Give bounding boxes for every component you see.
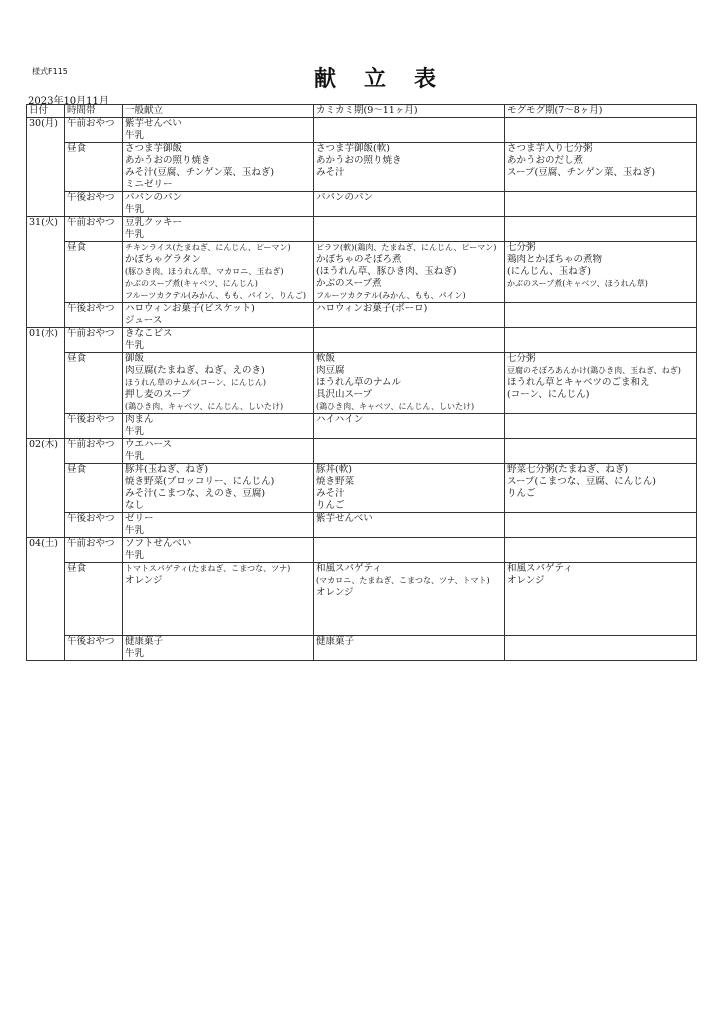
general-menu-cell	[123, 143, 314, 192]
menu-item: かぼちゃグラタン	[125, 254, 201, 265]
general-menu-cell	[123, 303, 314, 328]
time-slot-cell: 午後おやつ	[65, 303, 123, 328]
mogumogu-menu-cell	[505, 513, 697, 538]
menu-item: ほうれん草のナムル	[316, 377, 402, 388]
menu-item: きなこビス	[125, 328, 173, 339]
general-menu-cell	[123, 118, 314, 143]
date-cell: 04(土)	[27, 538, 65, 661]
mogumogu-menu-cell	[505, 143, 697, 192]
menu-row	[27, 242, 697, 303]
menu-item: 牛乳	[125, 229, 145, 240]
mogumogu-menu-cell	[505, 636, 697, 661]
general-menu-cell	[123, 353, 314, 414]
mogumogu-menu-cell	[505, 242, 697, 303]
menu-row	[27, 217, 697, 242]
menu-item: ハロウィンお菓子(ボーロ)	[316, 303, 428, 314]
kamikami-menu-cell	[314, 414, 505, 439]
general-menu-cell	[123, 513, 314, 538]
menu-row	[27, 328, 697, 353]
mogumogu-menu-cell	[505, 439, 697, 464]
menu-item: さつま芋入り七分粥	[507, 143, 593, 154]
menu-item: 健康菓子	[125, 636, 164, 647]
menu-item: チキンライス(たまねぎ、にんじん、ピーマン)	[125, 243, 291, 252]
menu-item: ウエハース	[125, 439, 173, 450]
menu-item: 牛乳	[125, 525, 145, 536]
menu-row	[27, 118, 697, 143]
menu-item: 具沢山スープ	[316, 389, 373, 400]
menu-item: ハロウィンお菓子(ビスケット)	[125, 303, 255, 314]
col-header-general: 一般献立	[123, 105, 314, 118]
menu-item: スープ(豆腐、チンゲン菜、玉ねぎ)	[507, 167, 656, 178]
mogumogu-menu-cell	[505, 217, 697, 242]
menu-item: りんご	[316, 500, 345, 511]
general-menu-cell	[123, 242, 314, 303]
kamikami-menu-cell	[314, 353, 505, 414]
menu-item: ソフトせんべい	[125, 538, 192, 549]
menu-row	[27, 414, 697, 439]
menu-item: ピラフ(軟)(鶏肉、たまねぎ、にんじん、ピーマン)	[316, 243, 497, 252]
menu-row	[27, 192, 697, 217]
menu-item: 豚丼(軟)	[316, 464, 352, 475]
menu-item: (コーン、にんじん)	[507, 389, 590, 400]
menu-item: なし	[125, 500, 145, 511]
menu-item: オレンジ	[316, 587, 354, 598]
menu-item: トマトスパゲティ(たまねぎ、こまつな、ツナ)	[125, 564, 291, 573]
period-label: 2023年10月11月	[28, 96, 109, 107]
general-menu-cell	[123, 538, 314, 563]
menu-item: 七分粥	[507, 353, 536, 364]
menu-item: (ほうれん草、豚ひき肉、玉ねぎ)	[316, 266, 457, 277]
menu-item: 健康菓子	[316, 636, 355, 647]
kamikami-menu-cell	[314, 192, 505, 217]
mogumogu-menu-cell	[505, 303, 697, 328]
menu-item: あかうおのだし煮	[507, 155, 584, 166]
menu-row	[27, 538, 697, 563]
mogumogu-menu-cell	[505, 353, 697, 414]
menu-item: 牛乳	[125, 340, 145, 351]
menu-item: あかうおの照り焼き	[125, 155, 211, 166]
menu-row	[27, 513, 697, 538]
menu-item: フルーツカクテル(みかん、もも、パイン、りんご)	[125, 291, 307, 300]
menu-item: みそ汁	[316, 488, 345, 499]
menu-item: 牛乳	[125, 550, 145, 561]
kamikami-menu-cell	[314, 513, 505, 538]
menu-item: さつま芋御飯(軟)	[316, 143, 390, 154]
menu-item: 焼き野菜	[316, 476, 355, 487]
menu-item: オレンジ	[507, 575, 545, 586]
kamikami-menu-cell	[314, 636, 505, 661]
menu-item: 紫芋せんべい	[316, 513, 373, 524]
kamikami-menu-cell	[314, 439, 505, 464]
menu-row	[27, 353, 697, 414]
time-slot-cell: 昼食	[65, 242, 123, 303]
col-header-mogumogu: モグモグ期(7～8ヶ月)	[505, 105, 697, 118]
col-header-kamikami: カミカミ期(9～11ヶ月)	[314, 105, 505, 118]
menu-item: ジュース	[125, 315, 163, 326]
general-menu-cell	[123, 439, 314, 464]
time-slot-cell: 午後おやつ	[65, 414, 123, 439]
menu-item: 軟飯	[316, 353, 336, 364]
menu-item: パパンのパン	[316, 192, 374, 203]
col-header-time: 時間帯	[65, 105, 123, 118]
menu-item: あかうおの照り焼き	[316, 155, 402, 166]
menu-item: スープ(こまつな、豆腐、にんじん)	[507, 476, 656, 487]
menu-item: 七分粥	[507, 242, 536, 253]
mogumogu-menu-cell	[505, 192, 697, 217]
menu-item: (鶏ひき肉、キャベツ、にんじん、しいたけ)	[125, 402, 284, 411]
menu-row	[27, 439, 697, 464]
mogumogu-menu-cell	[505, 328, 697, 353]
general-menu-cell	[123, 563, 314, 636]
menu-item: ミニゼリー	[125, 179, 173, 190]
kamikami-menu-cell	[314, 217, 505, 242]
kamikami-menu-cell	[314, 118, 505, 143]
time-slot-cell: 午前おやつ	[65, 118, 123, 143]
menu-row	[27, 636, 697, 661]
menu-item: 鶏肉とかぼちゃの煮物	[507, 254, 603, 265]
date-cell: 31(火)	[27, 217, 65, 328]
header-row	[27, 105, 697, 118]
time-slot-cell: 昼食	[65, 563, 123, 636]
form-id: 様式F115	[32, 67, 68, 76]
menu-item: (マカロニ、たまねぎ、こまつな、ツナ、トマト)	[316, 576, 490, 585]
date-cell: 01(水)	[27, 328, 65, 439]
menu-item: (にんじん、玉ねぎ)	[507, 266, 591, 277]
mogumogu-menu-cell	[505, 414, 697, 439]
menu-item: 牛乳	[125, 648, 145, 659]
time-slot-cell: 午前おやつ	[65, 328, 123, 353]
menu-row	[27, 563, 697, 636]
menu-item: 御飯	[125, 353, 145, 364]
menu-item: ほうれん草とキャベツのごま和え	[507, 377, 650, 388]
menu-item: 肉まん	[125, 414, 154, 425]
page-title: 献立表	[314, 66, 465, 92]
menu-item: ほうれん草のナムル(コーン、にんじん)	[125, 378, 267, 387]
menu-item: 牛乳	[125, 451, 145, 462]
menu-item: 牛乳	[125, 130, 145, 141]
menu-item: ゼリー	[125, 513, 154, 524]
menu-item: かぶのスープ煮	[316, 278, 382, 289]
mogumogu-menu-cell	[505, 464, 697, 513]
menu-item: 豆乳クッキー	[125, 217, 183, 228]
menu-item: ハイハイン	[316, 414, 364, 425]
menu-item: 牛乳	[125, 204, 145, 215]
time-slot-cell: 午前おやつ	[65, 439, 123, 464]
kamikami-menu-cell	[314, 143, 505, 192]
mogumogu-menu-cell	[505, 563, 697, 636]
general-menu-cell	[123, 414, 314, 439]
time-slot-cell: 午前おやつ	[65, 538, 123, 563]
time-slot-cell: 昼食	[65, 464, 123, 513]
time-slot-cell: 午後おやつ	[65, 513, 123, 538]
kamikami-menu-cell	[314, 303, 505, 328]
menu-item: オレンジ	[125, 575, 163, 586]
time-slot-cell: 午後おやつ	[65, 192, 123, 217]
menu-body	[27, 118, 697, 661]
menu-row	[27, 464, 697, 513]
menu-item: 豚丼(玉ねぎ、ねぎ)	[125, 464, 209, 475]
menu-item: りんご	[507, 488, 536, 499]
menu-row	[27, 303, 697, 328]
kamikami-menu-cell	[314, 242, 505, 303]
kamikami-menu-cell	[314, 538, 505, 563]
menu-item: (豚ひき肉、ほうれん草、マカロニ、玉ねぎ)	[125, 267, 284, 276]
menu-item: かぶのスープ煮(キャベツ、ほうれん草)	[507, 279, 648, 288]
kamikami-menu-cell	[314, 464, 505, 513]
mogumogu-menu-cell	[505, 538, 697, 563]
menu-item: 焼き野菜(ブロッコリー、にんじん)	[125, 476, 275, 487]
menu-item: パパンのパン	[125, 192, 183, 203]
date-cell: 30(月)	[27, 118, 65, 217]
menu-item: 牛乳	[125, 426, 145, 437]
time-slot-cell: 午後おやつ	[65, 636, 123, 661]
menu-item: 野菜七分粥(たまねぎ、ねぎ)	[507, 464, 629, 475]
menu-item: 紫芋せんべい	[125, 118, 182, 129]
time-slot-cell: 昼食	[65, 353, 123, 414]
col-header-date: 日付	[27, 105, 65, 118]
time-slot-cell: 午前おやつ	[65, 217, 123, 242]
menu-item: かぼちゃのそぼろ煮	[316, 254, 402, 265]
menu-row	[27, 143, 697, 192]
menu-item: みそ汁(豆腐、チンゲン菜、玉ねぎ)	[125, 167, 275, 178]
menu-item: みそ汁	[316, 167, 345, 178]
menu-item: 押し麦のスープ	[125, 389, 191, 400]
menu-item: (鶏ひき肉、キャベツ、にんじん、しいたけ)	[316, 402, 475, 411]
general-menu-cell	[123, 464, 314, 513]
menu-table	[26, 104, 697, 661]
menu-item: 和風スパゲティ	[507, 563, 573, 574]
menu-item: 肉豆腐	[316, 365, 345, 376]
kamikami-menu-cell	[314, 328, 505, 353]
time-slot-cell: 昼食	[65, 143, 123, 192]
menu-item: 肉豆腐(たまねぎ、ねぎ、えのき)	[125, 365, 265, 376]
menu-item: 和風スパゲティ	[316, 563, 382, 574]
menu-item: 豆腐のそぼろあんかけ(鶏ひき肉、玉ねぎ、ねぎ)	[507, 366, 681, 375]
menu-item: さつま芋御飯	[125, 143, 183, 154]
menu-item: みそ汁(こまつな、えのき、豆腐)	[125, 488, 266, 499]
general-menu-cell	[123, 636, 314, 661]
general-menu-cell	[123, 217, 314, 242]
general-menu-cell	[123, 192, 314, 217]
menu-item: フルーツカクテル(みかん、もも、パイン)	[316, 291, 466, 300]
kamikami-menu-cell	[314, 563, 505, 636]
mogumogu-menu-cell	[505, 118, 697, 143]
general-menu-cell	[123, 328, 314, 353]
menu-item: かぶのスープ煮(キャベツ、にんじん)	[125, 279, 258, 288]
date-cell: 02(木)	[27, 439, 65, 538]
